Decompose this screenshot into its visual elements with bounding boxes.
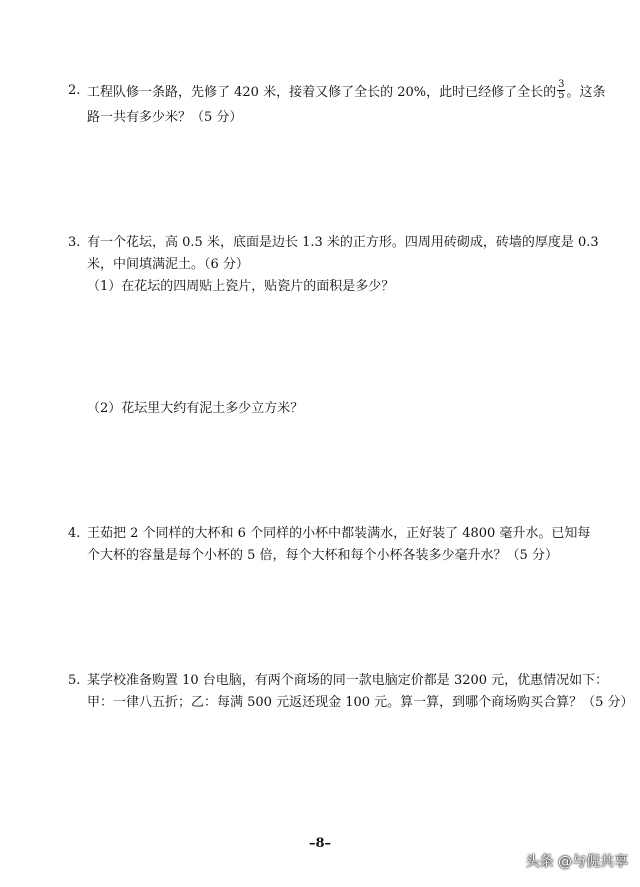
fraction-denominator: 5 [558,90,565,101]
problem-2-text-before-fraction: 工程队修一条路，先修了 420 米，接着又修了全长的 20%，此时已经修了全长的 [87,85,557,100]
problem-2-text-after-fraction: 。这条 [566,85,606,100]
problem-2-line-2: 路一共有多少米？（5 分） [87,110,243,125]
problem-3-line-2: 米，中间填满泥土。（6 分） [87,257,249,272]
problem-3-subquestion-2: （2）花坛里大约有泥土多少立方米？ [87,401,304,416]
fraction-three-fifths [557,80,565,101]
problem-5-line-1: 某学校准备购置 10 台电脑，有两个商场的同一款电脑定价都是 3200 元，优惠情况如下： [87,673,609,688]
problem-3-number: 3. [68,235,81,250]
problem-2-number: 2. [68,83,81,98]
fraction-numerator: 3 [558,79,565,90]
problem-2-line-1 [87,79,606,103]
page-number: –8– [308,836,332,851]
problem-4-number: 4. [68,526,81,541]
problem-4-line-2: 个大杯的容量是每个小杯的 5 倍，每个大杯和每个小杯各装多少毫升水？（5 分） [87,548,558,563]
problem-5-number: 5. [68,673,81,688]
watermark: 头条 @与倪共享 [525,854,628,870]
problem-4-line-1: 王茹把 2 个同样的大杯和 6 个同样的小杯中都装满水，正好装了 4800 毫升水。已知每 [87,526,591,541]
problem-5-line-2: 甲：一律八五折；乙：每满 500 元返还现金 100 元。算一算，到哪个商场购买合算？（5 分） [87,695,634,710]
problem-3-line-1: 有一个花坛，高 0.5 米，底面是边长 1.3 米的正方形。四周用砖砌成，砖墙的厚度是 0.3 [87,235,599,250]
problem-3-subquestion-1: （1）在花坛的四周贴上瓷片，贴瓷片的面积是多少？ [87,279,395,294]
